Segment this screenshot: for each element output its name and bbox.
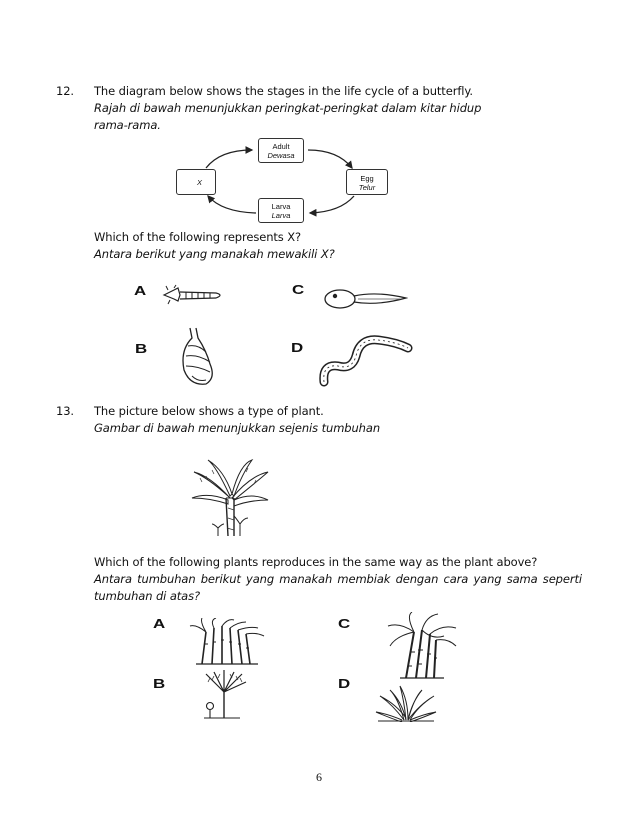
question-12-text-en: The diagram below shows the stages in the life cycle of a butterfly. (94, 84, 473, 98)
banana-plant-image (190, 458, 270, 538)
q12-option-a-label[interactable]: A (134, 283, 147, 298)
q13-option-b-fern-image[interactable] (200, 670, 248, 720)
stage-egg-label: Egg (360, 174, 374, 183)
stage-larva-box (258, 198, 304, 223)
question-12-ask-en: Which of the following represents X? (94, 230, 302, 244)
q13-option-c-label[interactable]: C (338, 616, 351, 631)
q12-option-c-tadpole-image[interactable] (322, 287, 408, 311)
q12-option-d-label[interactable]: D (291, 340, 304, 355)
stage-adult-label: Adult (272, 142, 290, 151)
question-13-ask-ms: Antara tumbuhan berikut yang manakah membiak dengan cara yang sama seperti (94, 572, 582, 586)
q12-option-d-worm-image[interactable] (318, 330, 414, 390)
question-13-text-en: The picture below shows a type of plant. (94, 404, 324, 418)
q13-option-b-label[interactable]: B (153, 676, 166, 691)
stage-egg-label-ms: Telur (358, 183, 376, 192)
stage-x-box (176, 169, 216, 195)
question-13-text-ms: Gambar di bawah menunjukkan sejenis tumbuhan (94, 421, 381, 435)
q12-option-a-pupa-image[interactable] (160, 284, 226, 306)
stage-adult-label-ms: Dewasa (267, 151, 295, 160)
page-number: 6 (316, 770, 322, 784)
q13-option-a-label[interactable]: A (153, 616, 166, 631)
stage-larva-label: Larva (271, 202, 291, 211)
q12-option-b-label[interactable]: B (135, 341, 148, 356)
q13-option-c-sugarcane-image[interactable] (386, 612, 458, 680)
question-13-ask-en: Which of the following plants reproduces in the same way as the plant above? (94, 555, 538, 569)
question-12-text-ms: Rajah di bawah menunjukkan peringkat-peringkat dalam kitar hidup (94, 101, 482, 115)
question-12-number: 12. (56, 84, 74, 98)
question-13-ask-ms-cont: tumbuhan di atas? (94, 589, 201, 603)
question-12-ask-ms: Antara berikut yang manakah mewakili X? (94, 247, 335, 261)
q13-option-a-bamboo-image[interactable] (188, 618, 268, 666)
question-12-text-ms-cont: rama-rama. (94, 118, 161, 132)
life-cycle-diagram (170, 138, 400, 226)
q12-option-c-label[interactable]: C (292, 282, 305, 297)
q13-option-d-label[interactable]: D (338, 676, 351, 691)
q12-option-b-chrysalis-image[interactable] (176, 326, 218, 388)
stage-adult-box (258, 138, 304, 163)
stage-x-label: X (197, 178, 203, 187)
q13-option-d-aloe-image[interactable] (374, 682, 438, 722)
stage-larva-label-ms: Larva (271, 211, 291, 220)
question-13-number: 13. (56, 404, 74, 418)
stage-egg-box (346, 169, 388, 195)
